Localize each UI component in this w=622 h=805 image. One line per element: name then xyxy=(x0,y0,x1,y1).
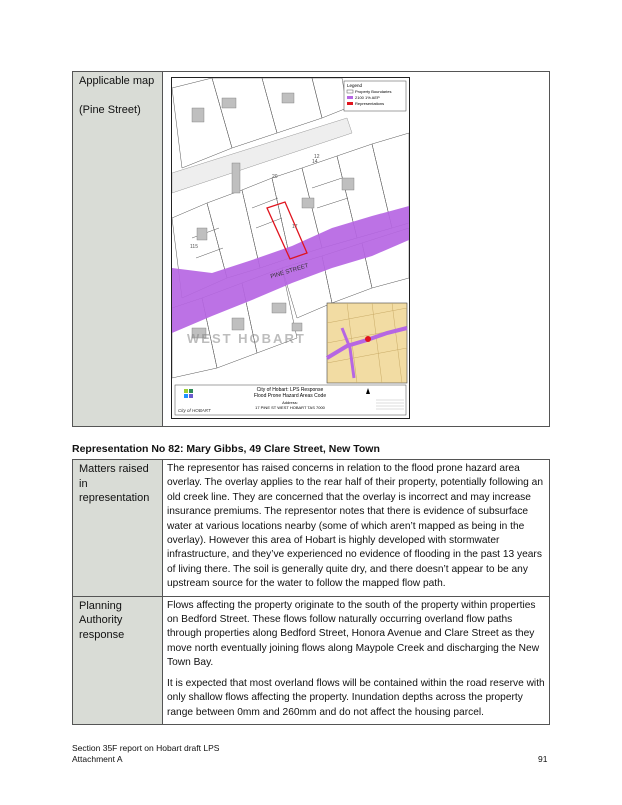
footer-line-1: Section 35F report on Hobart draft LPS xyxy=(72,743,220,753)
map-graphic xyxy=(172,78,409,418)
lot-number: 115 xyxy=(190,244,198,250)
location-marker xyxy=(365,336,371,342)
address-label: Address: xyxy=(282,400,298,405)
matters-label-line1: Matters raised in xyxy=(79,463,149,490)
map-legend xyxy=(344,81,406,111)
map-label-cell xyxy=(73,72,163,427)
page-number: 91 xyxy=(538,754,548,764)
lot-number: 12 xyxy=(314,154,320,160)
response-text-cell xyxy=(163,596,550,724)
flood-map xyxy=(171,77,410,419)
legend-item: 2100 1% AEP xyxy=(355,95,380,100)
representation-heading: Representation No 82: Mary Gibbs, 49 Clare Street, New Town xyxy=(72,443,380,455)
response-label-line3: response xyxy=(79,628,125,641)
representation-table xyxy=(72,459,550,725)
response-paragraph-1: Flows affecting the property originate to the south of the property within properties on Bedford Street. These flows follow naturally occurring overland flow paths through properties along Bedford Street, Honora Avenue and Clare Street as they move north eventually joining flows along Maypole Creek and discharging the New Town Bay. xyxy=(167,599,540,669)
map-label-title: Applicable map xyxy=(79,75,155,87)
address-value: 17 PINE ST WEST HOBART TAS 7000 xyxy=(255,405,325,410)
street-label: PINE STREET xyxy=(269,263,310,281)
lot-number: 17 xyxy=(292,224,298,230)
response-label-line1: Planning xyxy=(79,599,122,612)
lot-number: 20 xyxy=(272,174,278,180)
matters-text-cell xyxy=(163,460,550,597)
legend-item: Representations xyxy=(355,101,385,106)
legend-title: Legend xyxy=(347,83,363,88)
page-footer xyxy=(72,743,219,765)
inset-map xyxy=(327,303,407,383)
map-title-block xyxy=(175,385,406,415)
matters-label-cell xyxy=(73,460,163,597)
map-label-street: (Pine Street) xyxy=(79,104,141,116)
response-label-cell xyxy=(73,596,163,724)
footer-line-2: Attachment A xyxy=(72,754,123,764)
matters-label-line2: representation xyxy=(79,492,150,504)
legend-item: Property Boundaries xyxy=(355,89,392,94)
response-paragraph-2: It is expected that most overland flows will be contained within the road reserve with only shallow flows affecting the property. Inundation depths across the property range between 0mm and 260mm and do not affect the housing parcel. xyxy=(167,677,545,718)
response-label-line2: Authority xyxy=(79,614,123,627)
matters-row xyxy=(73,460,550,597)
lot-number: 14 xyxy=(312,159,318,165)
response-row xyxy=(73,596,550,724)
suburb-label: WEST HOBART xyxy=(187,331,306,346)
map-table xyxy=(72,71,550,427)
org-name: City of HOBART xyxy=(178,408,211,413)
map-title-1: City of Hobart: LPS Response xyxy=(256,387,324,393)
map-cell xyxy=(163,72,550,427)
matters-text: The representor has raised concerns in relation to the flood prone hazard area overlay. The overlay applies to the rear half of their property, potentially following an old creek line. They are concerned that the overlay is incorrect and may increase insurance premiums. The representor notes that there is evidence of subsurface water at various locations nearby (some of which aren’t mapped as being in the overlay). However this area of Hobart is highly developed with stormwater infrastructure, and they’ve experienced no evidence of flooding in the past 13 years of living there. The soil is generally quite dry, and there doesn’t appear to be any upstream source for the water to follow the mapped flow path. xyxy=(167,463,544,590)
map-title-2: Flood Prone Hazard Areas Code xyxy=(253,393,327,399)
